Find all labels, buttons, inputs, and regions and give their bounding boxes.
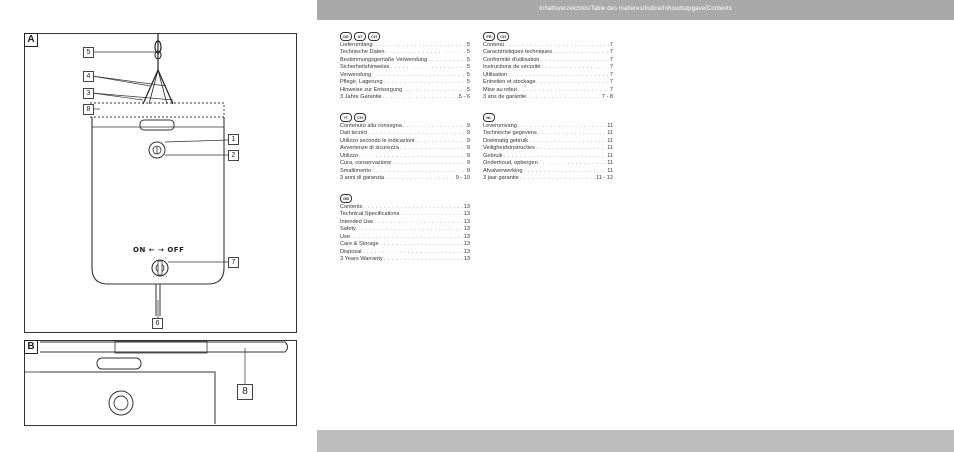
callout-5: 5 [83, 47, 94, 58]
on-off-label: ON ← → OFF [133, 246, 185, 254]
language-flags [483, 32, 613, 40]
flag-de: DE [340, 32, 352, 41]
flag-at: AT [354, 32, 366, 41]
toc-section-it [340, 113, 470, 183]
language-flags [340, 194, 470, 202]
toc-entry[interactable]: Smaltimento . . . 9 [340, 168, 470, 175]
footer-bar [317, 430, 954, 452]
toc-entry[interactable]: Technische Daten . . . 5 [340, 49, 470, 56]
toc-entry[interactable]: Utilizzo secondo le indicazioni . . . 9 [340, 138, 470, 145]
flag-nl: NL [483, 113, 495, 122]
toc-entry[interactable]: 3 Jahre Garantie . . . 5 - 6 [340, 94, 470, 101]
toc-entry[interactable]: Entretien et stockage . . . 7 [483, 79, 613, 86]
toc-entry[interactable]: Contenuto alla consegna . . . 9 [340, 123, 470, 130]
language-flags [340, 32, 470, 40]
toc-entry[interactable]: Intended Use . . . 13 [340, 219, 470, 226]
flag-fr: FR [483, 32, 495, 41]
flag-ch: CH [497, 32, 509, 41]
toc-entry[interactable]: Utilisation . . . 7 [483, 72, 613, 79]
language-flags [340, 113, 470, 121]
flag-ch: CH [368, 32, 380, 41]
toc-entry[interactable]: 3 Years Warranty . . . 13 [340, 256, 470, 263]
callout-8: 8 [83, 104, 94, 115]
toc-entry[interactable]: Doelmatig gebruik . . . 11 [483, 138, 613, 145]
toc-entry[interactable]: Mise au rebut . . . 7 [483, 87, 613, 94]
flag-gb: GB [340, 194, 352, 203]
shower-bag-drawing [0, 0, 300, 430]
panel-b-letter: B [24, 340, 38, 354]
toc-entry[interactable]: 3 jaar garantie . . . 11 - 12 [483, 175, 613, 182]
toc-entry[interactable]: Disposal . . . 13 [340, 249, 470, 256]
toc-entry[interactable]: Verwendung . . . 5 [340, 72, 470, 79]
toc-section-de [340, 32, 470, 102]
toc-entry[interactable]: Avvertenze di sicurezza . . . 9 [340, 145, 470, 152]
toc-entry[interactable]: Technische gegevens . . . 11 [483, 130, 613, 137]
toc-entry[interactable]: Cura, conservazione . . . 9 [340, 160, 470, 167]
callout-3: 3 [83, 88, 94, 99]
flag-ch: CH [354, 113, 366, 122]
header-bar [317, 0, 954, 20]
toc-entry[interactable]: Technical Specifications . . . 13 [340, 211, 470, 218]
toc-entry[interactable]: Utilizzo . . . 9 [340, 153, 470, 160]
toc-section-fr [483, 32, 613, 102]
toc-entry[interactable]: Conformité d'utilisation . . . 7 [483, 57, 613, 64]
callout-7: 7 [228, 257, 239, 268]
page-title: Inhaltsverzeichnis/Table des matieres/Indice/Inhoudsopgave/Contents [539, 6, 732, 12]
language-flags [483, 113, 613, 121]
toc-entry[interactable]: Pflege, Lagerung . . . 5 [340, 79, 470, 86]
toc-entry[interactable]: Lieferumfang . . . 5 [340, 42, 470, 49]
toc-entry[interactable]: Contents . . . 13 [340, 204, 470, 211]
toc-entry[interactable]: Veiligheidsinstructies . . . 11 [483, 145, 613, 152]
toc-entry[interactable]: Afvalverwerking . . . 11 [483, 168, 613, 175]
callout-b-8: 8 [237, 384, 253, 400]
toc-entry[interactable]: Leveromvang . . . 11 [483, 123, 613, 130]
toc-entry[interactable]: Bestimmungsgemäße Verwendung . . . 5 [340, 57, 470, 64]
toc-entry[interactable]: Caractéristiques techniques . . . 7 [483, 49, 613, 56]
callout-1: 1 [228, 134, 239, 145]
toc-entry[interactable]: Dati tecnici . . . 9 [340, 130, 470, 137]
callout-2: 2 [228, 150, 239, 161]
toc-entry[interactable]: Contenu . . . 7 [483, 42, 613, 49]
toc-entry[interactable]: Sicherheitshinweise . . . 5 [340, 64, 470, 71]
toc-section-gb [340, 194, 470, 264]
toc-entry[interactable]: Safety . . . 13 [340, 226, 470, 233]
toc-entry[interactable]: Gebruik . . . 11 [483, 153, 613, 160]
panel-a-letter: A [24, 33, 38, 47]
callout-4: 4 [83, 71, 94, 82]
toc-entry[interactable]: Onderhoud, opbergen . . . 11 [483, 160, 613, 167]
toc-entry[interactable]: Care & Storage . . . 13 [340, 241, 470, 248]
toc-entry[interactable]: 3 ans de garantie . . . 7 - 8 [483, 94, 613, 101]
callout-6: 6 [152, 318, 163, 329]
flag-it: IT [340, 113, 352, 122]
toc-entry[interactable]: Hinweise zur Entsorgung . . . 5 [340, 87, 470, 94]
toc-entry[interactable]: 3 anni di garanzia . . . 9 - 10 [340, 175, 470, 182]
toc-section-nl [483, 113, 613, 183]
toc-entry[interactable]: Instructions de sécurité . . . 7 [483, 64, 613, 71]
toc-entry[interactable]: Use . . . 13 [340, 234, 470, 241]
